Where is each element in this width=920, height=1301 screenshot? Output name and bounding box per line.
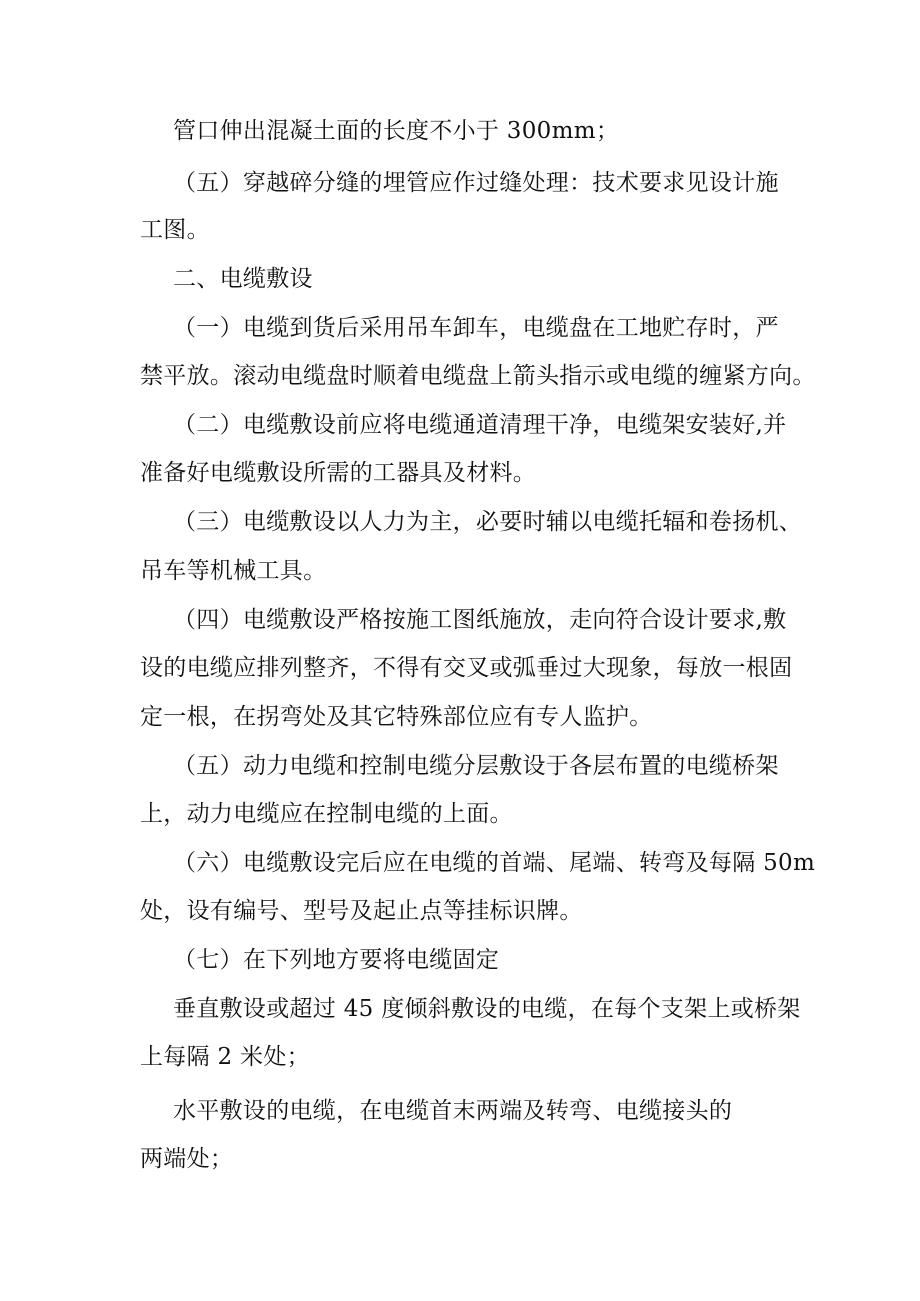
text-line: 垂直敷设或超过 45 度倾斜敷设的电缆，在每个支架上或桥架 bbox=[173, 996, 801, 1022]
text-line: 两端处； bbox=[140, 1146, 234, 1172]
text-line: （六）电缆敷设完后应在电缆的首端、尾端、转弯及每隔 50m bbox=[173, 850, 816, 876]
text-line: （七）在下列地方要将电缆固定 bbox=[173, 947, 500, 973]
text-line: （四）电缆敷设严格按施工图纸施放，走向符合设计要求,敷 bbox=[173, 607, 787, 633]
section-heading: 二、电缆敷设 bbox=[173, 266, 313, 292]
text-line: 准备好电缆敷设所需的工器具及材料。 bbox=[140, 460, 537, 486]
text-line: 水平敷设的电缆，在电缆首末两端及转弯、电缆接头的 bbox=[173, 1098, 733, 1124]
text-line: 定一根，在拐弯处及其它特殊部位应有专人监护。 bbox=[140, 704, 653, 730]
text-line: 上每隔 2 米处； bbox=[140, 1044, 310, 1070]
text-line: 吊车等机械工具。 bbox=[140, 558, 327, 584]
text-line: 管口伸出混凝土面的长度不小于 300mm； bbox=[173, 118, 620, 144]
text-line: （五）动力电缆和控制电缆分层敷设于各层布置的电缆桥架 bbox=[173, 753, 779, 779]
text-line: （二）电缆敷设前应将电缆通道清理干净，电缆架安装好,并 bbox=[173, 412, 787, 438]
text-line: 禁平放。滚动电缆盘时顺着电缆盘上箭头指示或电缆的缠紧方向。 bbox=[140, 363, 816, 389]
text-line: 处，设有编号、型号及起止点等挂标识牌。 bbox=[140, 898, 583, 924]
text-line: 工图。 bbox=[140, 217, 210, 243]
text-line: （三）电缆敷设以人力为主，必要时辅以电缆托辐和卷扬机、 bbox=[173, 509, 803, 535]
text-line: （一）电缆到货后采用吊车卸车，电缆盘在工地贮存时，严 bbox=[173, 315, 779, 341]
text-line: 上，动力电缆应在控制电缆的上面。 bbox=[140, 801, 513, 827]
text-line: （五）穿越碎分缝的埋管应作过缝处理：技术要求见设计施 bbox=[173, 170, 779, 196]
text-line: 设的电缆应排列整齐，不得有交叉或弧垂过大现象，每放一根固 bbox=[140, 655, 793, 681]
